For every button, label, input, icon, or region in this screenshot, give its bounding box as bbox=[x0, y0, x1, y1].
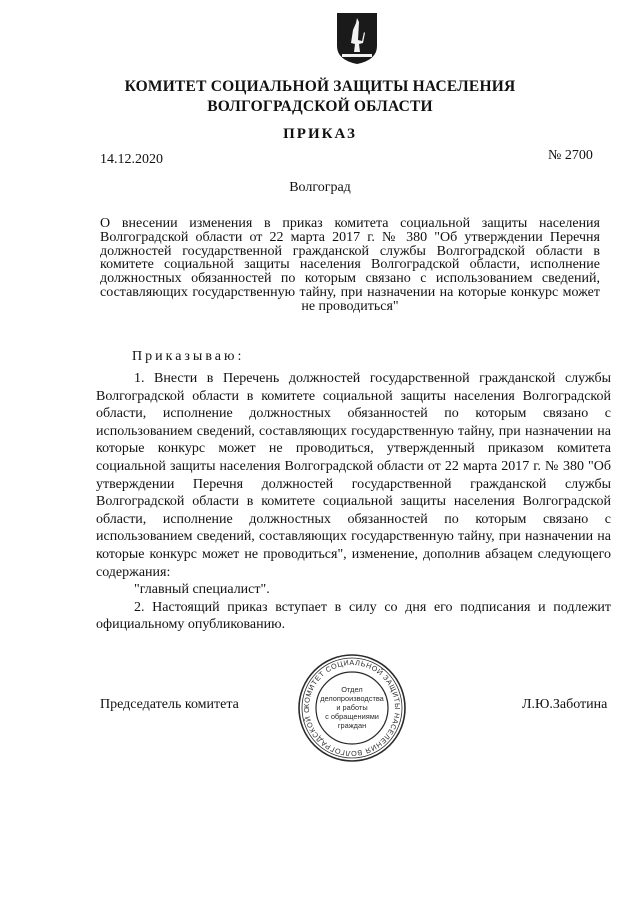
document-city: Волгоград bbox=[289, 180, 351, 195]
organization-name-line2: ВОЛГОГРАДСКОЙ ОБЛАСТИ bbox=[207, 98, 433, 115]
document-type: ПРИКАЗ bbox=[283, 126, 357, 142]
document-number: № 2700 bbox=[548, 148, 593, 163]
order-item-1: 1. Внести в Перечень должностей государственной гражданской службы Волгоградской области в комитете социальной защиты населения Волгоградской области, исполнение должностных обязанностей по которым связано с использованием сведений, составляющих государственную тайну, при назначении на которые конкурс может не проводиться, утвержденный приказом комитета социальной защиты населения Волгоградской области от 22 марта 2017 г. № 380 "Об утверждении Перечня должностей государственной гражданской службы Волгоградской области в комитете социальной защиты населения Волгоградской области, исполнение должностных обязанностей по которым связано с использованием сведений, составляющих государственную тайну, при назначении на которые конкурс может не проводиться", изменение, дополнив абзацем следующего содержания: bbox=[96, 371, 611, 580]
order-quote: "главный специалист". bbox=[134, 582, 270, 598]
document-body bbox=[96, 370, 611, 634]
signatory-name: Л.Ю.Заботина bbox=[522, 697, 608, 712]
stamp-ring-text: КОМИТЕТ СОЦИАЛЬНОЙ ЗАЩИТЫ НАСЕЛЕНИЯ ВОЛГОГРАДСКОЙ О bbox=[301, 657, 403, 759]
stamp-line: Отдел bbox=[341, 685, 363, 694]
order-item-2: 2. Настоящий приказ вступает в силу со дня его подписания и подлежит официальному опубликованию. bbox=[96, 599, 611, 633]
stamp-line: делопроизводства bbox=[320, 694, 384, 703]
order-word: Приказываю: bbox=[132, 349, 245, 364]
organization-name-line1: КОМИТЕТ СОЦИАЛЬНОЙ ЗАЩИТЫ НАСЕЛЕНИЯ bbox=[124, 78, 516, 95]
coat-of-arms-icon bbox=[334, 10, 380, 66]
stamp-line: и работы bbox=[336, 703, 368, 712]
stamp-line: с обращениями bbox=[325, 712, 379, 721]
document-subject: О внесении изменения в приказ комитета социальной защиты населения Волгоградской области от 22 марта 2017 г. № 380 "Об утверждении Перечня должностей государственной гражданской службы Волгоградской области в комитете социальной защиты населения Волгоградской области, исполнение должностных обязанностей по которым связано с использованием сведений, составляющих государственную тайну, при назначении на которые конкурс может не проводиться" bbox=[100, 216, 600, 314]
stamp-line: граждан bbox=[337, 721, 367, 730]
document-date: 14.12.2020 bbox=[100, 152, 163, 167]
official-stamp bbox=[296, 652, 408, 764]
signatory-position: Председатель комитета bbox=[100, 697, 239, 712]
